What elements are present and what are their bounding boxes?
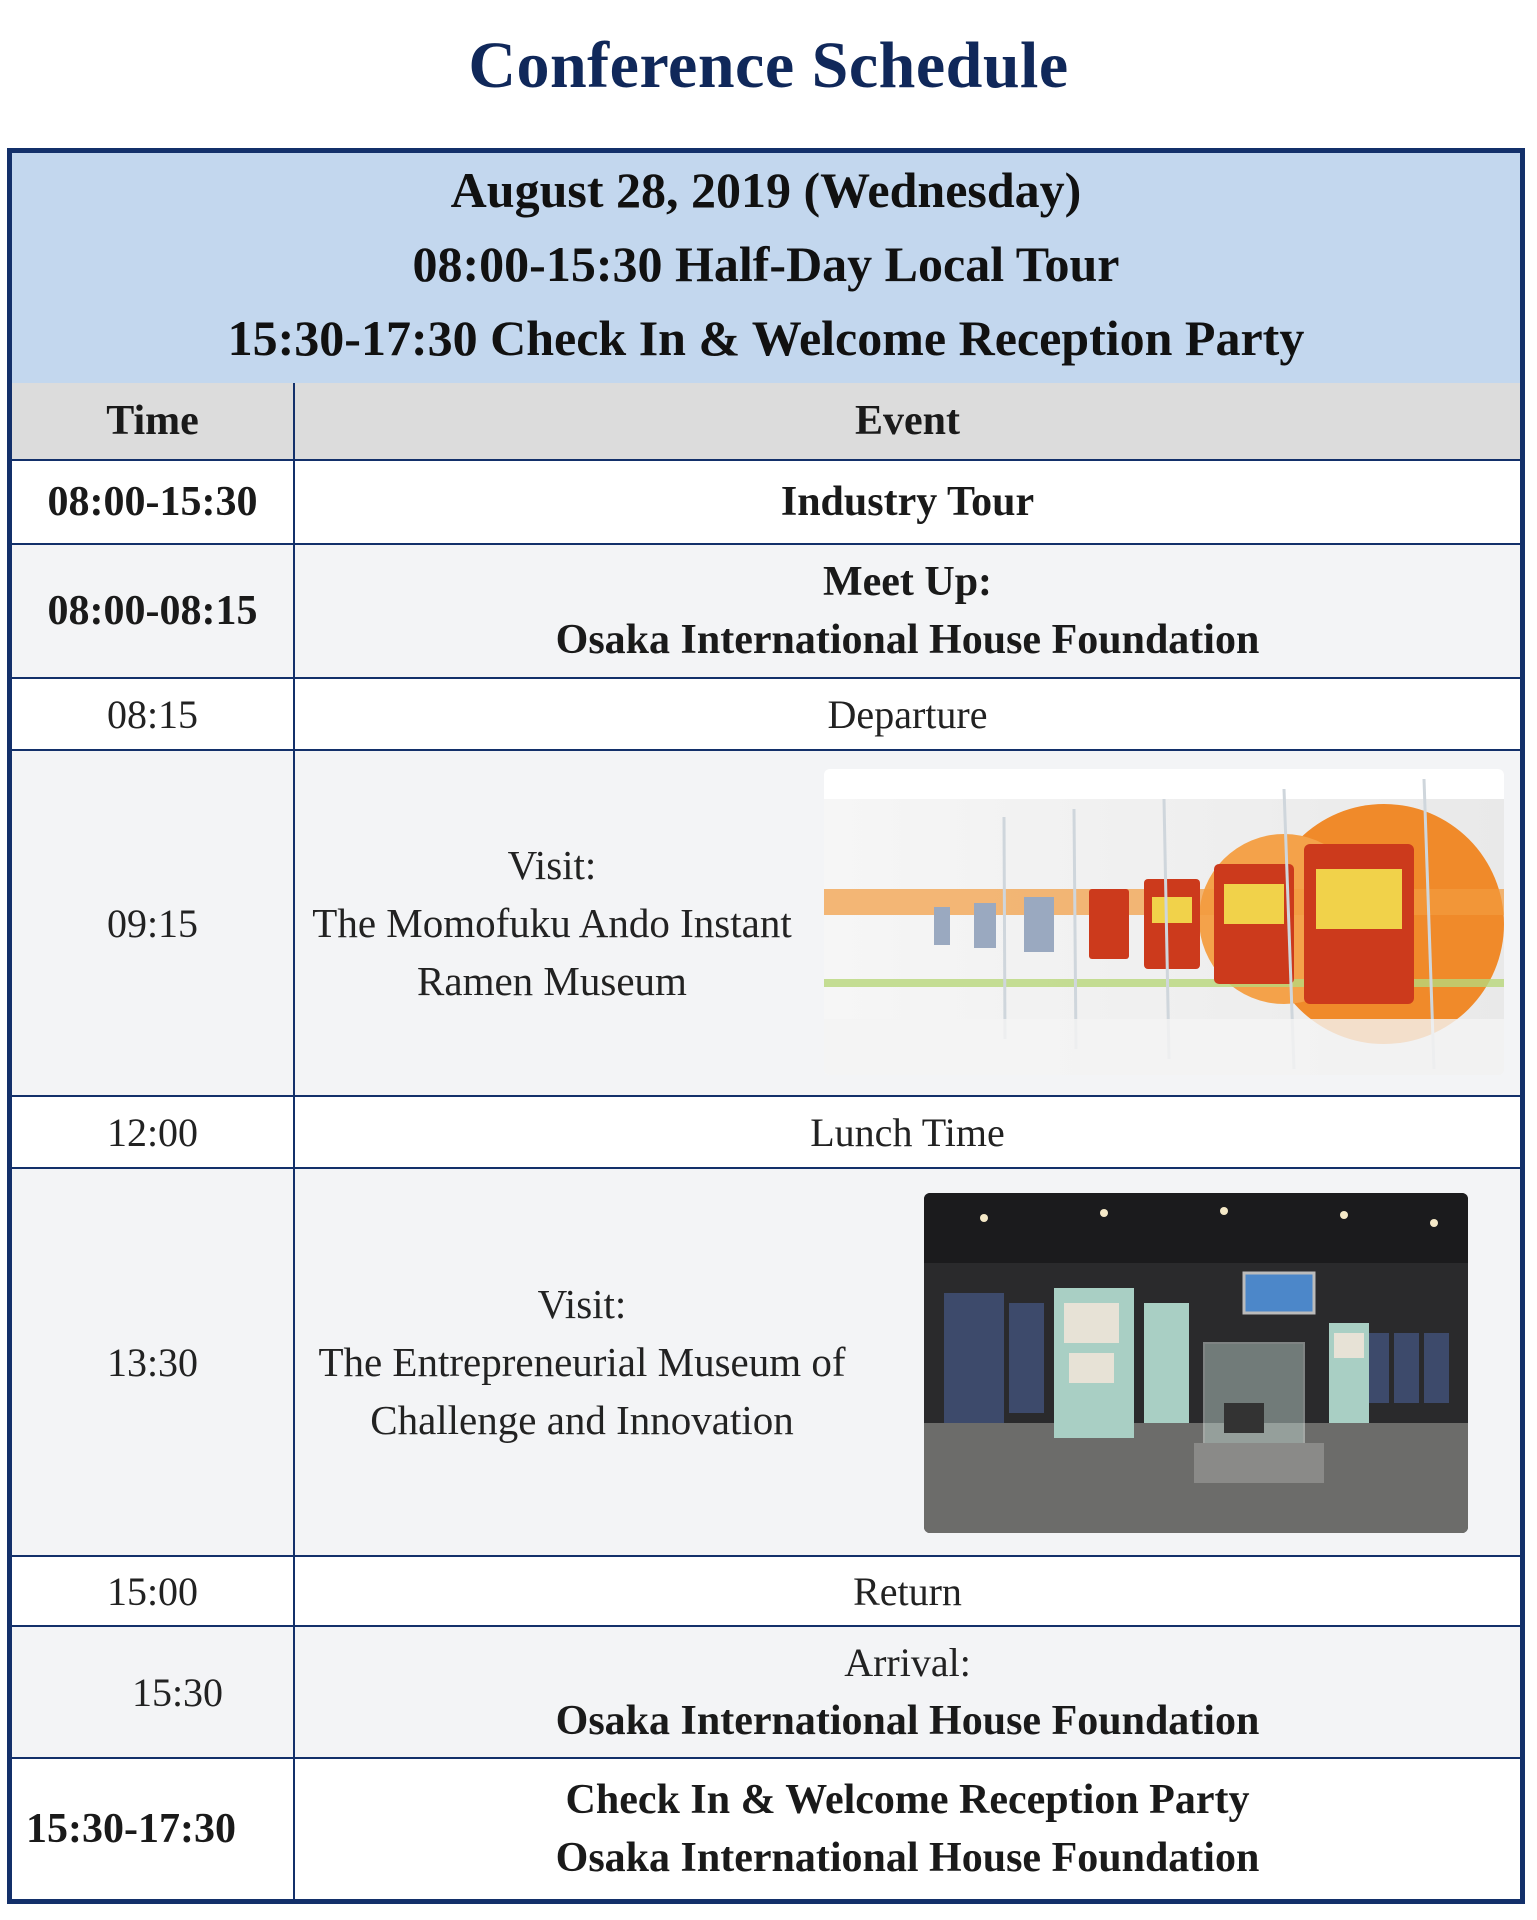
day-header-date: August 28, 2019 (Wednesday) <box>450 162 1082 218</box>
table-row <box>12 545 1520 679</box>
event-title: Check In & Welcome Reception Party <box>565 1777 1250 1823</box>
day-header <box>12 153 1520 385</box>
page-title: Conference Schedule <box>468 29 1069 102</box>
row-event: Departure <box>827 691 988 737</box>
row-event <box>297 1169 867 1555</box>
row-event: Industry Tour <box>780 479 1035 525</box>
table-row <box>12 1557 1520 1627</box>
event-label: Visit: <box>507 842 597 888</box>
event-venue-line2: Challenge and Innovation <box>370 1397 794 1443</box>
row-event: Return <box>853 1568 962 1614</box>
day-header-tour: 08:00-15:30 Half-Day Local Tour <box>412 236 1120 292</box>
row-event <box>295 1627 1520 1757</box>
row-time: 15:30 <box>12 1627 295 1757</box>
event-label: Meet Up: <box>822 559 993 605</box>
event-column-header: Event <box>855 398 960 444</box>
table-row <box>12 1097 1520 1169</box>
table-row <box>12 1627 1520 1759</box>
entrepreneurial-museum-photo <box>924 1193 1468 1533</box>
event-location: Osaka International House Foundation <box>555 1698 1260 1744</box>
row-event <box>295 545 1520 677</box>
day-header-reception: 15:30-17:30 Check In & Welcome Reception Party <box>227 310 1305 366</box>
time-column-header: Time <box>12 383 295 459</box>
column-header-row <box>12 383 1520 461</box>
event-location: Osaka International House Foundation <box>555 1835 1260 1881</box>
schedule-table <box>7 148 1525 1904</box>
event-label: Arrival: <box>844 1640 971 1685</box>
row-time: 09:15 <box>12 751 295 1095</box>
table-row <box>12 751 1520 1097</box>
row-time: 13:30 <box>12 1169 295 1555</box>
row-time: 08:00-08:15 <box>12 545 295 677</box>
event-venue-line2: Ramen Museum <box>417 958 687 1004</box>
row-event <box>297 751 807 1095</box>
event-venue-line1: The Entrepreneurial Museum of <box>318 1339 846 1385</box>
ramen-museum-photo <box>824 769 1504 1075</box>
event-venue-line1: The Momofuku Ando Instant <box>312 900 792 946</box>
table-row <box>12 461 1520 545</box>
row-time: 15:30-17:30 <box>12 1759 295 1899</box>
row-time: 08:00-15:30 <box>12 461 295 543</box>
row-event <box>295 1759 1520 1899</box>
table-row <box>12 1169 1520 1557</box>
row-time: 15:00 <box>12 1557 295 1625</box>
event-location: Osaka International House Foundation <box>555 617 1260 663</box>
table-row <box>12 679 1520 751</box>
row-event: Lunch Time <box>810 1109 1005 1155</box>
row-time: 08:15 <box>12 679 295 749</box>
table-row <box>12 1759 1520 1899</box>
event-label: Visit: <box>537 1281 627 1327</box>
row-time: 12:00 <box>12 1097 295 1167</box>
